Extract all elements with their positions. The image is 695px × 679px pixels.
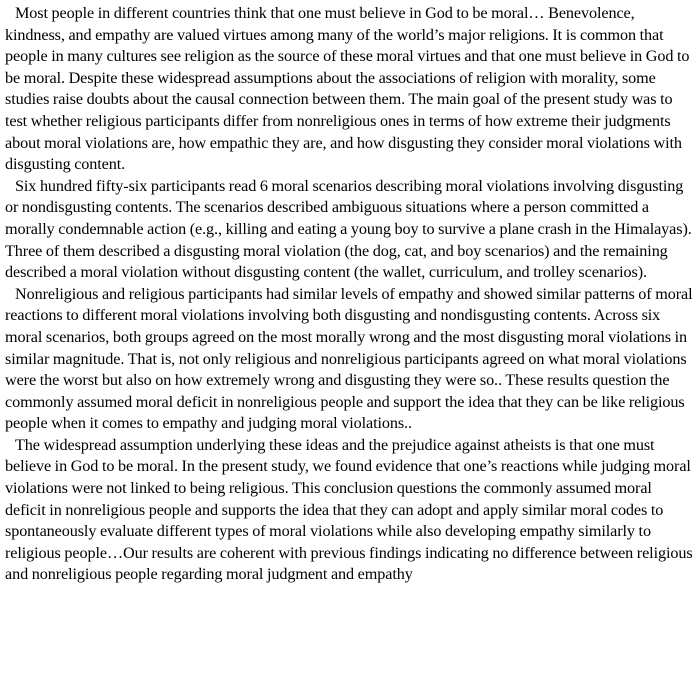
paragraph-1: Most people in different countries think that one must believe in God to be moral… Benevolence, kindness, and empathy are valued virtues among many of the world’s major religions. It is common that people in many cultures see religion as the source of these moral virtues and that one must believe in God to be moral. Despite these widespread assumptions about the associations of religion with morality, some studies raise doubts about the causal connection between them. The main goal of the present study was to test whether religious participants differ from nonreligious ones in terms of how extreme their judgments about moral violations are, how empathic they are, and how disgusting they consider moral violations with disgusting content.: [5, 4, 690, 174]
paragraph-4: The widespread assumption underlying these ideas and the prejudice against atheists is that one must believe in God to be moral. In the present study, we found evidence that one’s reactions while judging moral violations were not linked to being religious. This conclusion questions the commonly assumed moral deficit in nonreligious people and supports the idea that they can adopt and apply similar moral codes to spontaneously evaluate different types of moral violations while also developing empathy similarly to religious people…Our results are coherent with previous findings indicating no difference between religious and nonreligious people regarding moral judgment and empathy: [5, 435, 693, 584]
document-body: [5, 3, 693, 586]
paragraph-3: Nonreligious and religious participants had similar levels of empathy and showed similar patterns of moral reactions to different moral violations involving both disgusting and nondisgusting contents. Across six moral scenarios, both groups agreed on the most morally wrong and the most disgusting moral violations in similar magnitude. That is, not only religious and nonreligious participants agreed on what moral violations were the worst but also on how extremely wrong and disgusting they were so.. These results question the commonly assumed moral deficit in nonreligious people and support the idea that they can be like religious people when it comes to empathy and judging moral violations..: [5, 284, 693, 433]
paragraph-2: Six hundred fifty-six participants read 6 moral scenarios describing moral violations involving disgusting or nondisgusting contents. The scenarios described ambiguous situations where a person committed a morally condemnable action (e.g., killing and eating a young boy to survive a plane crash in the Himalayas). Three of them described a disgusting moral violation (the dog, cat, and boy scenarios) and the remaining described a moral violation without disgusting content (the wallet, curriculum, and trolley scenarios).: [5, 176, 692, 282]
